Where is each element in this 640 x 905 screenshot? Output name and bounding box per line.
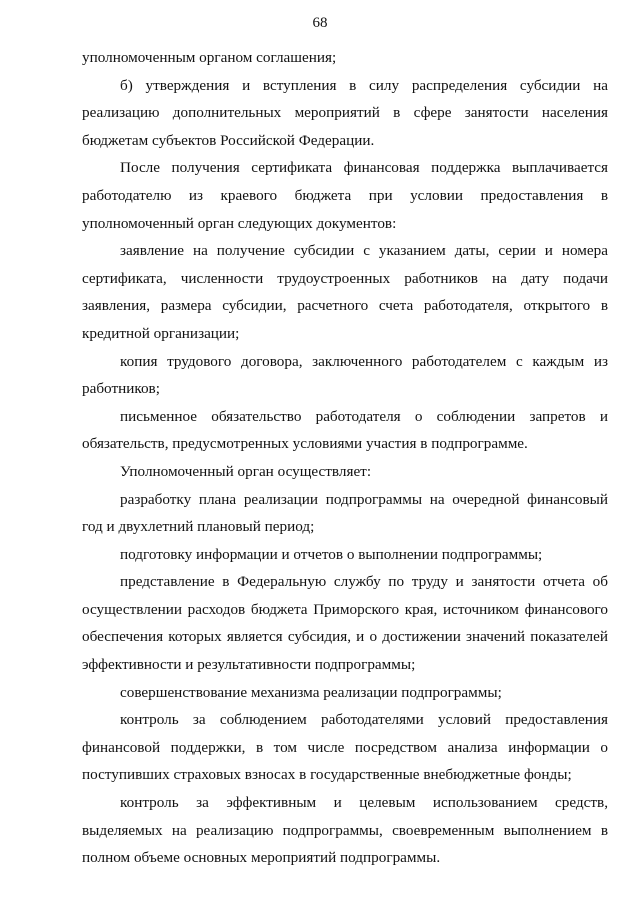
paragraph-duty-control-employers: контроль за соблюдением работодателями условий предоставления финансовой поддержки, в том числе посредством анализа информации о поступивших страховых взносах в государственные внебюджетные фонды; xyxy=(82,711,608,784)
paragraph-authority-duties: Уполномоченный орган осуществляет: xyxy=(120,462,372,480)
paragraph-duty-improvement: совершенствование механизма реализации подпрограммы; xyxy=(120,683,502,701)
document-body xyxy=(82,44,608,872)
paragraph-duty-reports: подготовку информации и отчетов о выполнении подпрограммы; xyxy=(120,545,543,563)
paragraph-duty-plan: разработку плана реализации подпрограммы на очередной финансовый год и двухлетний плановый период; xyxy=(82,490,608,536)
paragraph-financial-support: После получения сертификата финансовая поддержка выплачивается работодателю из краевого бюджета при условии предоставления в уполномоченный орган следующих документов: xyxy=(82,159,608,232)
paragraph-document-obligation: письменное обязательство работодателя о соблюдении запретов и обязательств, предусмотренных условиями участия в подпрограмме. xyxy=(82,407,608,453)
paragraph-item-b: б) утверждения и вступления в силу распределения субсидии на реализацию дополнительных мероприятий в сфере занятости населения бюджетам субъектов Российской Федерации. xyxy=(82,76,608,149)
paragraph-continuation: уполномоченным органом соглашения; xyxy=(82,49,337,66)
page-number: 68 xyxy=(312,15,328,31)
paragraph-duty-federal-report: представление в Федеральную службу по труду и занятости отчета об осуществлении расходов бюджета Приморского края, источником финансового обеспечения которых является субсидия, и о достижении значений показателей эффективности и результативности подпрограммы; xyxy=(82,573,608,674)
paragraph-document-contract: копия трудового договора, заключенного работодателем с каждым из работников; xyxy=(82,352,608,398)
paragraph-document-application: заявление на получение субсидии с указанием даты, серии и номера сертификата, численности трудоустроенных работников на дату подачи заявления, размера субсидии, расчетного счета работодателя, открытого в кредитной организации; xyxy=(82,242,608,342)
paragraph-duty-control-funds: контроль за эффективным и целевым использованием средств, выделяемых на реализацию подпрограммы, своевременным выполнением в полном объеме основных мероприятий подпрограммы. xyxy=(82,794,608,867)
